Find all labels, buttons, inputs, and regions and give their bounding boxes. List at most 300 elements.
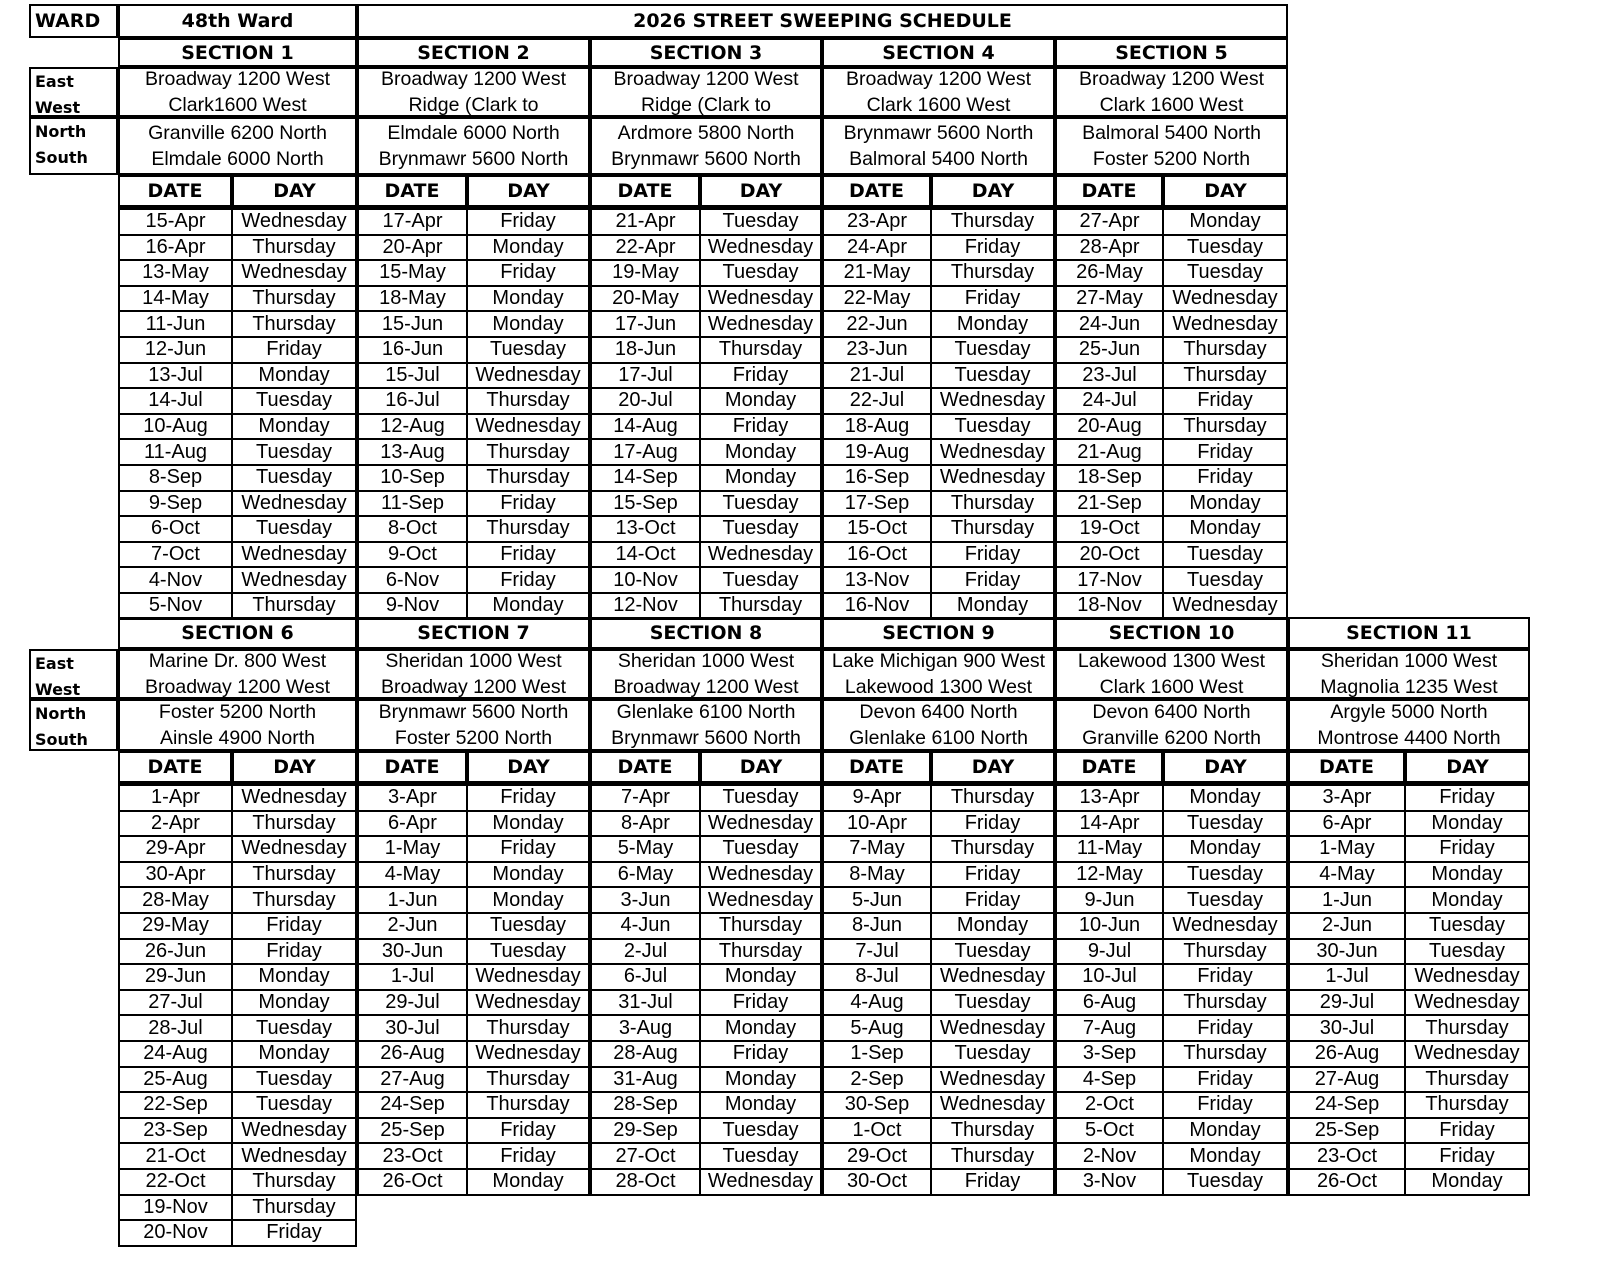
date-cell: 15-Sep [591,491,700,517]
date-cell: 12-May [1056,862,1163,888]
date-cell: 26-Oct [358,1169,467,1195]
date-cell: 18-Aug [823,414,931,440]
date-cell: 27-Apr [1056,209,1163,235]
date-cell: 20-Nov [119,1220,232,1246]
day-cell: Wednesday [931,1015,1054,1041]
day-cell: Monday [931,593,1054,619]
date-cell: 1-Jun [358,887,467,913]
section-6-rows-frame [118,783,357,1247]
day-cell: Wednesday [1405,1041,1529,1067]
ward-label: WARD [29,4,118,38]
date-cell: 8-Sep [119,465,232,491]
east-street: Sheridan 1000 West [1320,650,1498,672]
day-cell: Wednesday [232,785,356,811]
date-cell: 24-Jul [1056,388,1163,414]
day-cell: Tuesday [1163,542,1287,568]
north-label: North [35,122,87,141]
date-cell: 8-Jul [823,964,931,990]
date-cell: 11-Sep [358,491,467,517]
date-cell: 4-Aug [823,990,931,1016]
east-west-label-bottom [29,649,118,699]
west-street: Lakewood 1300 West [844,676,1033,698]
day-cell: Thursday [1163,337,1287,363]
date-cell: 3-Nov [1056,1169,1163,1195]
date-cell: 30-Apr [119,862,232,888]
day-cell: Friday [931,862,1054,888]
day-cell: Wednesday [931,388,1054,414]
day-cell: Friday [467,836,589,862]
date-cell: 22-Sep [119,1092,232,1118]
date-cell: 2-Nov [1056,1143,1163,1169]
section-2-north-south-streets [357,117,590,175]
date-cell: 24-Sep [358,1092,467,1118]
date-cell: 5-Oct [1056,1118,1163,1144]
date-cell: 27-Aug [358,1067,467,1093]
section-4-east-west-streets [822,67,1055,117]
date-cell: 15-Jun [358,311,467,337]
day-cell: Monday [467,1169,589,1195]
date-cell: 6-Oct [119,516,232,542]
day-cell: Thursday [232,286,356,312]
date-cell: 20-Oct [1056,542,1163,568]
day-cell: Wednesday [931,964,1054,990]
date-cell: 17-Jun [591,311,700,337]
section-3-title: SECTION 3 [590,38,822,67]
day-cell: Friday [467,542,589,568]
date-cell: 1-Sep [823,1041,931,1067]
day-cell: Thursday [700,939,821,965]
day-cell: Tuesday [700,260,821,286]
west-street: Clark 1600 West [1099,676,1244,698]
day-cell: Wednesday [1163,593,1287,619]
date-cell: 6-Jul [591,964,700,990]
section-7-east-west-streets [357,649,590,699]
day-cell: Monday [232,990,356,1016]
east-street: Sheridan 1000 West [617,650,795,672]
day-cell: Friday [1163,1092,1287,1118]
date-cell: 1-Jun [1289,887,1405,913]
day-cell: Thursday [700,593,821,619]
day-cell: Friday [467,567,589,593]
north-south-label-bottom [29,699,118,751]
day-cell: Wednesday [700,542,821,568]
day-cell: Tuesday [232,465,356,491]
section-8-title: SECTION 8 [590,617,822,649]
date-cell: 29-Jun [119,964,232,990]
day-cell: Thursday [1405,1067,1529,1093]
north-street: Devon 6400 North [1092,701,1251,723]
day-cell: Thursday [232,311,356,337]
day-cell: Thursday [931,209,1054,235]
date-cell: 7-Oct [119,542,232,568]
date-cell: 3-Apr [1289,785,1405,811]
day-cell: Thursday [1163,363,1287,389]
day-cell: Friday [1405,1143,1529,1169]
date-cell: 8-Apr [591,811,700,837]
date-cell: 28-Oct [591,1169,700,1195]
day-cell: Thursday [467,439,589,465]
east-west-label-top [29,67,118,117]
date-cell: 13-Nov [823,567,931,593]
day-cell: Monday [467,311,589,337]
day-cell: Monday [1405,887,1529,913]
day-cell: Tuesday [1405,913,1529,939]
day-cell: Thursday [700,337,821,363]
date-cell: 24-Aug [119,1041,232,1067]
date-cell: 16-Jul [358,388,467,414]
day-cell: Thursday [232,1195,356,1221]
date-cell: 6-Aug [1056,990,1163,1016]
date-cell: 19-Oct [1056,516,1163,542]
day-cell: Monday [1405,811,1529,837]
date-cell: 25-Sep [358,1118,467,1144]
date-cell: 23-Oct [1289,1143,1405,1169]
date-cell: 18-Nov [1056,593,1163,619]
day-cell: Friday [931,1169,1054,1195]
date-cell: 12-Jun [119,337,232,363]
west-street: Clark 1600 West [1099,94,1244,116]
date-cell: 28-Aug [591,1041,700,1067]
date-cell: 6-Apr [358,811,467,837]
day-cell: Tuesday [467,913,589,939]
south-street: Brynmawr 5600 North [378,148,569,170]
day-cell: Tuesday [232,1015,356,1041]
section-11-rows-frame [1288,783,1530,1196]
day-cell: Friday [1163,465,1287,491]
section-2-east-west-streets [357,67,590,117]
date-cell: 31-Jul [591,990,700,1016]
section-4-rows-frame [822,207,1055,620]
date-cell: 14-Jul [119,388,232,414]
east-street: Lakewood 1300 West [1077,650,1266,672]
date-cell: 11-Aug [119,439,232,465]
section-2-date-header: DATE [357,175,467,207]
date-cell: 25-Aug [119,1067,232,1093]
section-1-date-header: DATE [118,175,232,207]
section-7-title: SECTION 7 [357,617,590,649]
ward-name: 48th Ward [118,4,357,38]
day-cell: Wednesday [931,1092,1054,1118]
day-cell: Thursday [1163,990,1287,1016]
date-cell: 21-Apr [591,209,700,235]
day-cell: Monday [1405,862,1529,888]
date-cell: 23-Sep [119,1118,232,1144]
date-cell: 26-Aug [358,1041,467,1067]
day-cell: Tuesday [467,939,589,965]
section-9-title: SECTION 9 [822,617,1055,649]
date-cell: 30-Oct [823,1169,931,1195]
section-8-north-south-streets [590,699,822,751]
date-cell: 22-Jun [823,311,931,337]
day-cell: Wednesday [232,542,356,568]
section-2-title: SECTION 2 [357,38,590,67]
date-cell: 22-Apr [591,235,700,261]
day-cell: Thursday [931,1118,1054,1144]
day-cell: Monday [1163,1118,1287,1144]
south-street: Foster 5200 North [394,727,553,749]
day-cell: Wednesday [467,1041,589,1067]
date-cell: 16-Sep [823,465,931,491]
north-street: Brynmawr 5600 North [843,122,1034,144]
date-cell: 28-May [119,887,232,913]
day-cell: Wednesday [700,862,821,888]
date-cell: 8-Oct [358,516,467,542]
date-cell: 30-Sep [823,1092,931,1118]
date-cell: 14-Oct [591,542,700,568]
day-cell: Wednesday [232,491,356,517]
day-cell: Tuesday [232,439,356,465]
day-cell: Friday [1163,1067,1287,1093]
day-cell: Friday [1163,439,1287,465]
day-cell: Tuesday [700,836,821,862]
date-cell: 14-Apr [1056,811,1163,837]
day-cell: Monday [1163,209,1287,235]
date-cell: 4-Jun [591,913,700,939]
date-cell: 13-Jul [119,363,232,389]
date-cell: 23-Oct [358,1143,467,1169]
date-cell: 21-Aug [1056,439,1163,465]
day-cell: Tuesday [232,388,356,414]
day-cell: Thursday [467,465,589,491]
date-cell: 10-Jun [1056,913,1163,939]
day-cell: Friday [931,567,1054,593]
date-cell: 7-Aug [1056,1015,1163,1041]
date-cell: 29-Sep [591,1118,700,1144]
section-11-date-header: DATE [1288,751,1405,783]
date-cell: 29-Jul [1289,990,1405,1016]
date-cell: 1-Jul [358,964,467,990]
section-1-day-header: DAY [232,175,357,207]
date-cell: 2-Apr [119,811,232,837]
date-cell: 14-Aug [591,414,700,440]
day-cell: Thursday [1163,1041,1287,1067]
date-cell: 27-Jul [119,990,232,1016]
day-cell: Tuesday [1163,1169,1287,1195]
day-cell: Tuesday [232,1092,356,1118]
date-cell: 11-Jun [119,311,232,337]
section-4-title: SECTION 4 [822,38,1055,67]
date-cell: 21-Sep [1056,491,1163,517]
south-street: Elmdale 6000 North [151,148,324,170]
day-cell: Thursday [1163,939,1287,965]
date-cell: 6-Nov [358,567,467,593]
section-9-east-west-streets [822,649,1055,699]
south-street: Montrose 4400 North [1317,727,1501,749]
date-cell: 9-Nov [358,593,467,619]
section-3-date-header: DATE [590,175,700,207]
day-cell: Tuesday [700,567,821,593]
day-cell: Wednesday [700,1169,821,1195]
date-cell: 4-Nov [119,567,232,593]
day-cell: Friday [1163,1015,1287,1041]
date-cell: 14-Sep [591,465,700,491]
date-cell: 14-May [119,286,232,312]
day-cell: Friday [700,363,821,389]
date-cell: 3-Jun [591,887,700,913]
day-cell: Monday [700,1092,821,1118]
west-street: Broadway 1200 West [381,676,566,698]
day-cell: Friday [467,1118,589,1144]
section-3-rows-frame [590,207,822,620]
section-2-day-header: DAY [467,175,590,207]
north-street: Elmdale 6000 North [387,122,560,144]
west-street: Clark1600 West [168,94,307,116]
section-8-date-header: DATE [590,751,700,783]
day-cell: Wednesday [700,811,821,837]
north-street: Brynmawr 5600 North [378,701,569,723]
day-cell: Thursday [232,811,356,837]
date-cell: 20-Jul [591,388,700,414]
date-cell: 28-Sep [591,1092,700,1118]
section-8-rows-frame [590,783,822,1196]
day-cell: Friday [1405,1118,1529,1144]
day-cell: Tuesday [700,785,821,811]
date-cell: 18-Sep [1056,465,1163,491]
east-street: Broadway 1200 West [381,68,566,90]
date-cell: 18-May [358,286,467,312]
section-1-east-west-streets [118,67,357,117]
date-cell: 4-May [358,862,467,888]
day-cell: Friday [700,1041,821,1067]
day-cell: Tuesday [931,990,1054,1016]
day-cell: Wednesday [1163,286,1287,312]
date-cell: 10-Jul [1056,964,1163,990]
east-street: Lake Michigan 900 West [831,650,1046,672]
day-cell: Wednesday [467,964,589,990]
date-cell: 1-May [358,836,467,862]
day-cell: Tuesday [931,414,1054,440]
date-cell: 9-Apr [823,785,931,811]
date-cell: 2-Jun [1289,913,1405,939]
day-cell: Tuesday [1405,939,1529,965]
day-cell: Tuesday [931,363,1054,389]
date-cell: 10-Nov [591,567,700,593]
day-cell: Monday [467,862,589,888]
day-cell: Monday [232,414,356,440]
day-cell: Thursday [931,1143,1054,1169]
date-cell: 23-Jul [1056,363,1163,389]
date-cell: 2-Oct [1056,1092,1163,1118]
east-street: Marine Dr. 800 West [148,650,327,672]
section-1-title: SECTION 1 [118,38,357,67]
section-7-north-south-streets [357,699,590,751]
date-cell: 17-Sep [823,491,931,517]
date-cell: 27-May [1056,286,1163,312]
date-cell: 22-May [823,286,931,312]
date-cell: 24-Apr [823,235,931,261]
date-cell: 5-Jun [823,887,931,913]
section-10-rows-frame [1055,783,1288,1196]
day-cell: Monday [931,311,1054,337]
day-cell: Monday [1163,516,1287,542]
section-4-north-south-streets [822,117,1055,175]
south-street: Balmoral 5400 North [849,148,1028,170]
north-street: Argyle 5000 North [1330,701,1488,723]
date-cell: 27-Aug [1289,1067,1405,1093]
day-cell: Tuesday [1163,862,1287,888]
date-cell: 19-May [591,260,700,286]
day-cell: Thursday [931,491,1054,517]
date-cell: 13-Aug [358,439,467,465]
day-cell: Friday [931,542,1054,568]
date-cell: 26-Aug [1289,1041,1405,1067]
date-cell: 7-Apr [591,785,700,811]
date-cell: 1-May [1289,836,1405,862]
north-street: Balmoral 5400 North [1082,122,1261,144]
day-cell: Monday [931,913,1054,939]
date-cell: 26-Jun [119,939,232,965]
north-street: Granville 6200 North [148,122,327,144]
section-3-day-header: DAY [700,175,822,207]
day-cell: Thursday [931,516,1054,542]
date-cell: 25-Jun [1056,337,1163,363]
day-cell: Friday [1163,964,1287,990]
day-cell: Monday [700,1067,821,1093]
day-cell: Thursday [467,516,589,542]
day-cell: Tuesday [700,516,821,542]
section-8-day-header: DAY [700,751,822,783]
section-6-day-header: DAY [232,751,357,783]
day-cell: Thursday [467,1015,589,1041]
day-cell: Friday [232,1220,356,1246]
south-street: Brynmawr 5600 North [611,727,801,749]
day-cell: Wednesday [931,465,1054,491]
day-cell: Wednesday [1405,964,1529,990]
day-cell: Monday [232,1041,356,1067]
west-street: Clark 1600 West [866,94,1011,116]
section-10-date-header: DATE [1055,751,1163,783]
day-cell: Wednesday [700,286,821,312]
date-cell: 29-May [119,913,232,939]
date-cell: 28-Jul [119,1015,232,1041]
date-cell: 23-Jun [823,337,931,363]
day-cell: Monday [1163,785,1287,811]
date-cell: 20-Aug [1056,414,1163,440]
east-street: Broadway 1200 West [613,68,799,90]
date-cell: 13-Oct [591,516,700,542]
west-label: West [35,98,81,117]
section-9-north-south-streets [822,699,1055,751]
day-cell: Wednesday [232,836,356,862]
east-street: Broadway 1200 West [145,68,330,90]
day-cell: Thursday [931,260,1054,286]
date-cell: 8-Jun [823,913,931,939]
date-cell: 26-May [1056,260,1163,286]
date-cell: 4-May [1289,862,1405,888]
date-cell: 2-Jun [358,913,467,939]
south-street: Foster 5200 North [1092,148,1251,170]
day-cell: Wednesday [931,439,1054,465]
day-cell: Monday [1163,836,1287,862]
day-cell: Thursday [232,862,356,888]
north-street: Ardmore 5800 North [617,122,795,144]
section-5-rows-frame [1055,207,1288,620]
day-cell: Wednesday [700,311,821,337]
date-cell: 28-Apr [1056,235,1163,261]
date-cell: 9-Jun [1056,887,1163,913]
day-cell: Monday [467,593,589,619]
section-1-north-south-streets [118,117,357,175]
date-cell: 21-Jul [823,363,931,389]
date-cell: 3-Sep [1056,1041,1163,1067]
date-cell: 6-Apr [1289,811,1405,837]
day-cell: Monday [700,439,821,465]
section-5-title: SECTION 5 [1055,38,1288,67]
date-cell: 18-Jun [591,337,700,363]
date-cell: 21-Oct [119,1143,232,1169]
north-south-label-top [29,117,118,175]
section-11-day-header: DAY [1405,751,1530,783]
